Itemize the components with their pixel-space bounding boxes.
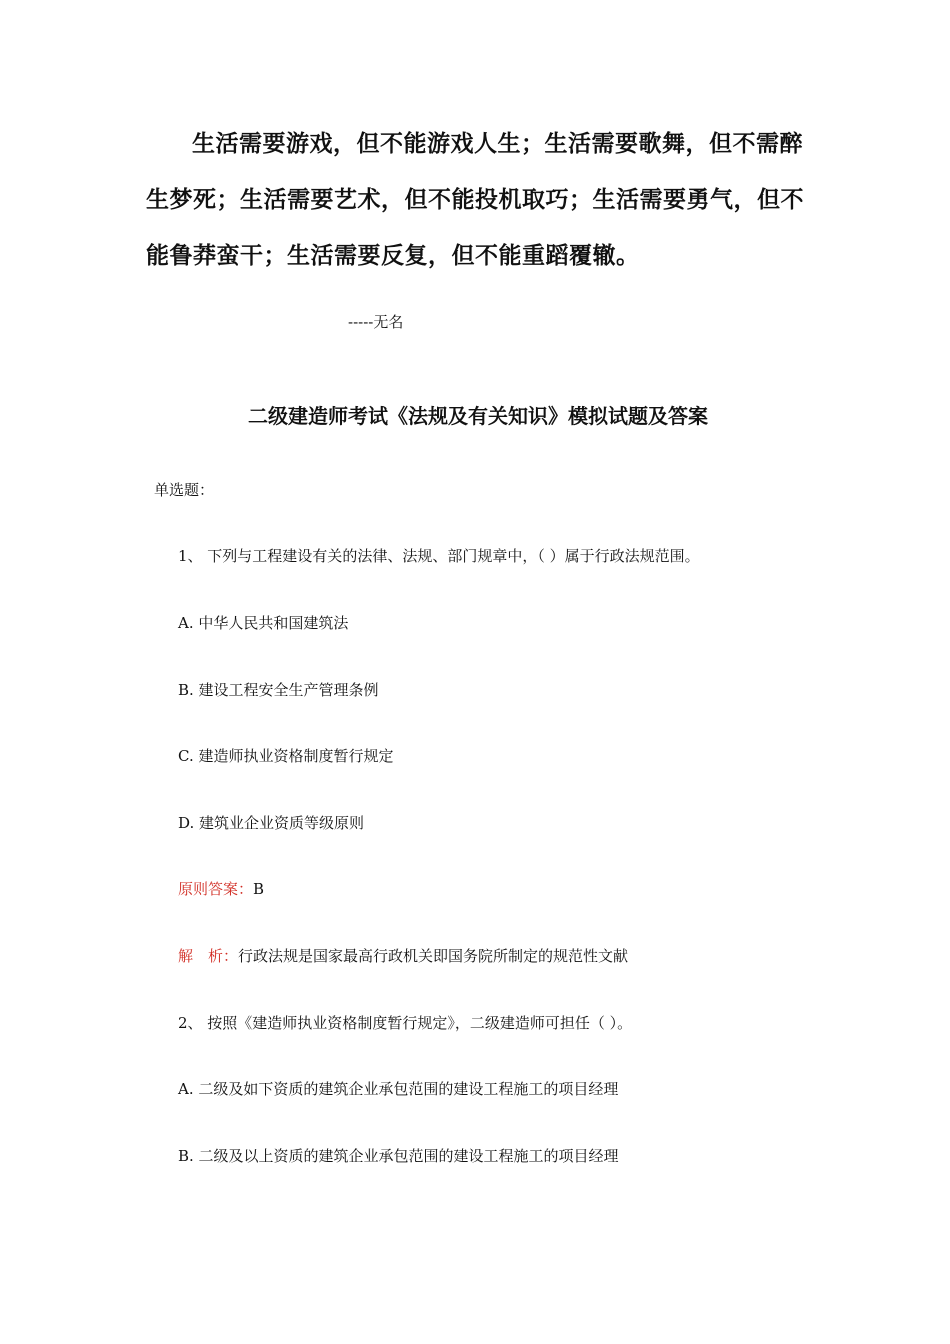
question-2-stem: 2、 按照《建造师执业资格制度暂行规定》，二级建造师可担任（ ）。	[178, 1014, 633, 1032]
question-1-answer	[178, 878, 264, 899]
question-1-analysis	[178, 945, 628, 966]
document-title: 二级建造师考试《法规及有关知识》模拟试题及答案	[248, 404, 708, 428]
section-label: 单选题：	[154, 481, 215, 499]
quote-author: -----无名	[348, 313, 404, 331]
answer-value: B	[253, 880, 265, 898]
question-1-option-c: C. 建造师执业资格制度暂行规定	[178, 747, 394, 765]
question-1-stem: 1、 下列与工程建设有关的法律、法规、部门规章中，（ ）属于行政法规范围。	[178, 547, 700, 565]
quote-paragraph: 生活需要游戏，但不能游戏人生；生活需要歌舞，但不需醉生梦死；生活需要艺术，但不能投机取巧；生活需要勇气，但不能鲁莽蛮干；生活需要反复，但不能重蹈覆辙。	[146, 131, 804, 269]
question-1-option-b: B. 建设工程安全生产管理条例	[178, 681, 379, 699]
answer-label: 原则答案：	[178, 880, 254, 898]
question-2-option-a: A. 二级及如下资质的建筑企业承包范围的建设工程施工的项目经理	[178, 1080, 619, 1098]
question-2-option-b: B. 二级及以上资质的建筑企业承包范围的建设工程施工的项目经理	[178, 1147, 619, 1165]
question-1-option-d: D. 建筑业企业资质等级原则	[178, 814, 365, 832]
analysis-label: 解 析：	[178, 947, 239, 965]
question-1-option-a: A. 中华人民共和国建筑法	[178, 614, 349, 632]
analysis-text: 行政法规是国家最高行政机关即国务院所制定的规范性文献	[238, 947, 629, 965]
